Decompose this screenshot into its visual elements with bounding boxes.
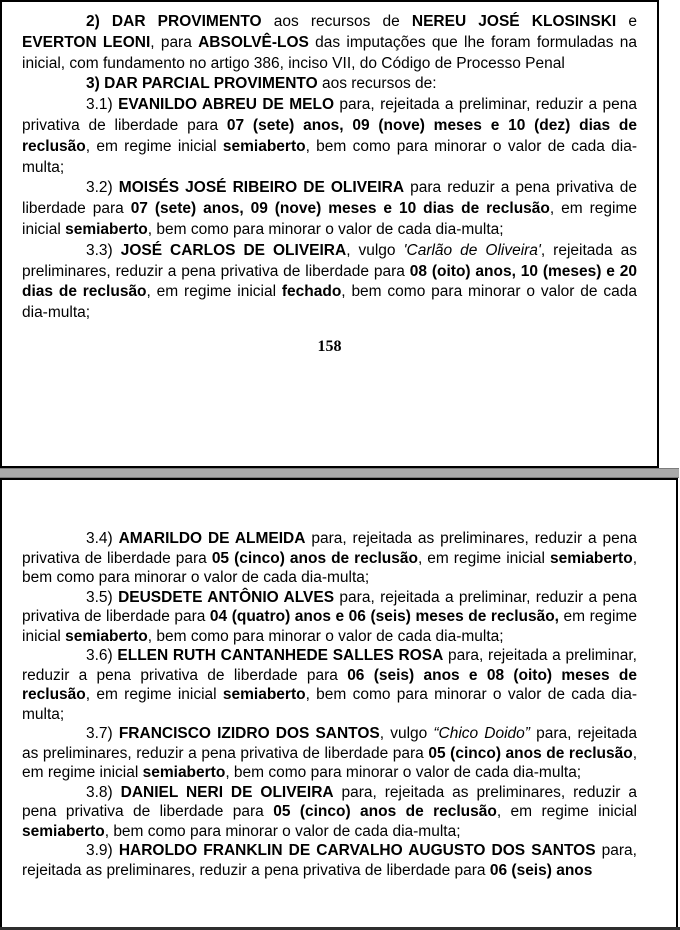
text-run: para, rejeitada a preliminar, reduzir a pena privativa de liberdade para	[22, 647, 637, 684]
text-run: para, rejeitada as preliminares, reduzir a pena privativa de liberdade para	[22, 530, 637, 567]
text-run: 08 (oito) anos, 10 (meses) e 20 dias de reclusão	[22, 262, 638, 301]
text-run: , bem como para minorar o valor de cada dia-multa;	[147, 627, 504, 645]
text-run: 3.1)	[86, 96, 119, 114]
text-run: EVERTON LEONI	[22, 33, 151, 51]
text-run: semiaberto	[222, 686, 306, 703]
text-run: , em regime inicial	[496, 803, 638, 820]
text-run: semiaberto	[549, 549, 633, 567]
text-run: 3.4)	[86, 530, 119, 547]
page-separator-bar	[0, 468, 679, 478]
text-run: , em regime inicial	[22, 744, 637, 781]
text-run: “Chico Doido”	[433, 725, 530, 742]
text-run: , em regime inicial	[85, 137, 223, 155]
text-run: 04 (quatro) anos e 06 (seis) meses de reclusão,	[209, 608, 559, 625]
text-run: , para	[150, 33, 199, 51]
text-run: , bem como para minorar o valor de cada dia-multa;	[22, 686, 637, 723]
text-run: 3.9)	[86, 842, 119, 859]
text-run: NEREU JOSÉ KLOSINSKI	[411, 13, 617, 30]
text-run: 06 (seis) anos	[489, 861, 593, 879]
text-run: EVANILDO ABREU DE MELO	[118, 96, 334, 114]
paragraph-item-3-1	[22, 95, 637, 178]
text-run: para, rejeitada as preliminares, reduzir a pena privativa de liberdade para	[22, 725, 637, 762]
text-run: , bem como para minorar o valor de cada dia-multa;	[22, 283, 637, 322]
text-run: semiaberto	[65, 627, 148, 645]
text-run: aos recursos de	[261, 13, 412, 30]
paragraph-item-3-7	[22, 724, 637, 783]
text-run: , vulgo	[346, 241, 404, 259]
text-run: ELLEN RUTH CANTANHEDE SALLES ROSA	[117, 647, 444, 664]
paragraph-item-3	[22, 74, 637, 95]
text-run: 3.5)	[86, 588, 119, 606]
text-run: 3.2)	[86, 179, 119, 197]
paragraph-item-2	[22, 12, 637, 74]
text-run: semiaberto	[22, 822, 105, 840]
text-run: das imputações que lhe foram formuladas na inicial, com fundamento no artigo 386, inciso VII, do Código de Processo Penal	[22, 33, 637, 72]
paragraph-item-3-8	[22, 783, 637, 842]
text-run: semiaberto	[142, 764, 226, 781]
text-run: para, rejeitada as preliminares, reduzir a pena privativa de liberdade para	[22, 842, 637, 879]
text-run: , bem como para minorar o valor de cada dia-multa;	[104, 822, 461, 840]
text-run: AMARILDO DE ALMEIDA	[118, 530, 306, 547]
text-run: 05 (cinco) anos de reclusão	[273, 803, 497, 820]
paragraph-item-3-6	[22, 646, 637, 724]
text-run: , rejeitada as preliminares, reduzir a pena privativa de liberdade para	[22, 241, 637, 280]
text-run: 07 (sete) anos, 09 (nove) meses e 10 (dez) dias de reclusão	[22, 116, 637, 155]
text-run: DEUSDETE ANTÔNIO ALVES	[118, 588, 335, 606]
paragraph-item-3-9	[22, 841, 637, 880]
text-run: DANIEL NERI DE OLIVEIRA	[120, 783, 334, 801]
text-run: em regime inicial	[22, 608, 637, 645]
text-run: 07 (sete) anos, 09 (nove) meses e 10 dias de reclusão	[130, 200, 550, 218]
text-run: 06 (seis) anos e 08 (oito) meses de reclusão	[22, 666, 637, 703]
text-run: FRANCISCO IZIDRO DOS SANTOS	[118, 725, 380, 742]
text-run: , bem como para minorar o valor de cada dia-multa;	[22, 549, 637, 586]
text-run: para, rejeitada as preliminares, reduzir a pena privativa de liberdade para	[22, 783, 638, 820]
paragraph-item-3-3	[22, 241, 637, 324]
text-run: semiaberto	[222, 137, 306, 155]
paragraph-item-3-4	[22, 529, 637, 588]
document-page-2	[0, 478, 678, 930]
text-run: 3) DAR PARCIAL PROVIMENTO	[86, 75, 318, 93]
text-run: , em regime inicial	[22, 200, 637, 238]
text-run: 'Carlão de Oliveira'	[403, 241, 541, 259]
text-run: 3.6)	[86, 647, 118, 664]
text-run: 3.3)	[86, 241, 121, 259]
text-run: para, rejeitada a preliminar, reduzir a pena privativa de liberdade para	[22, 588, 638, 625]
text-run: JOSÉ CARLOS DE OLIVEIRA	[120, 241, 347, 259]
text-run: 2) DAR PROVIMENTO	[86, 13, 262, 30]
text-run: , em regime inicial	[146, 283, 282, 301]
document-page-1	[0, 0, 659, 468]
text-run: para, rejeitada a preliminar, reduzir a pena privativa de liberdade para	[22, 96, 638, 134]
text-run: ABSOLVÊ-LOS	[198, 33, 309, 51]
text-run: aos recursos de:	[317, 75, 437, 93]
page-2-content	[22, 480, 637, 880]
text-run: , em regime inicial	[85, 686, 223, 703]
paragraph-item-3-5	[22, 588, 637, 647]
text-run: fechado	[281, 283, 342, 301]
text-run: , bem como para minorar o valor de cada dia-multa;	[225, 764, 582, 781]
text-run: 3.8)	[86, 783, 121, 801]
text-run: HAROLDO FRANKLIN DE CARVALHO AUGUSTO DOS SANTOS	[118, 842, 596, 859]
text-run: semiaberto	[65, 220, 148, 238]
text-run: , bem como para minorar o valor de cada dia-multa;	[147, 220, 504, 238]
text-run: , vulgo	[379, 725, 434, 742]
text-run: e	[616, 13, 637, 30]
paragraph-item-3-2	[22, 178, 637, 240]
text-run: 3.7)	[86, 725, 119, 742]
text-run: 05 (cinco) anos de reclusão	[428, 744, 633, 762]
page-1-content	[22, 2, 637, 356]
text-run: , bem como para minorar o valor de cada dia-multa;	[22, 137, 637, 176]
text-run: , em regime inicial	[417, 549, 550, 567]
page-number: 158	[317, 337, 342, 355]
text-run: 05 (cinco) anos de reclusão	[211, 549, 418, 567]
text-run: MOISÉS JOSÉ RIBEIRO DE OLIVEIRA	[118, 179, 405, 197]
text-run: para reduzir a pena privativa de liberdade para	[22, 179, 637, 218]
